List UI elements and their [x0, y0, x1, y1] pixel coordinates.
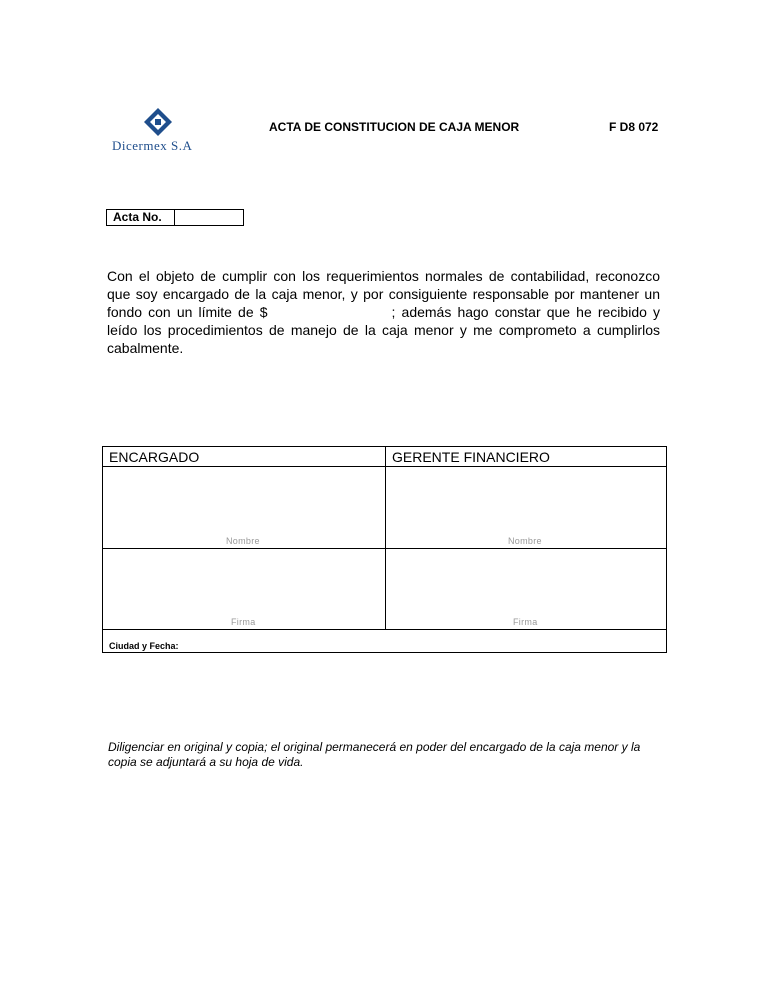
- declaration-paragraph: [107, 267, 660, 357]
- footnote-instructions: Diligenciar en original y copia; el original permanecerá en poder del encargado de la caja menor y la copia se adjuntará a su hoja de vida.: [108, 740, 641, 769]
- gerente-signature-field[interactable]: [386, 549, 666, 629]
- signature-table: [102, 446, 667, 653]
- encargado-name-field[interactable]: [103, 467, 385, 548]
- document-title: ACTA DE CONSTITUCION DE CAJA MENOR: [269, 120, 520, 134]
- declaration-text-part1: Con el objeto de cumplir con los requerimientos normales de contabilidad, reconozco que soy encargado de la caja menor, y por consiguiente responsable por mantener un fondo con un límite de $: [107, 268, 660, 320]
- encargado-signature-field[interactable]: [103, 549, 385, 629]
- encargado-signature-label: Firma: [231, 617, 256, 627]
- header-encargado: ENCARGADO: [103, 447, 385, 467]
- acta-number-box: [106, 209, 244, 226]
- document-code: F D8 072: [609, 120, 659, 134]
- header-gerente-financiero: GERENTE FINANCIERO: [385, 447, 666, 467]
- gerente-signature-label: Firma: [513, 617, 538, 627]
- acta-number-field[interactable]: [175, 210, 243, 225]
- city-date-label: Ciudad y Fecha:: [109, 641, 179, 651]
- encargado-name-label: Nombre: [226, 536, 260, 546]
- gerente-name-label: Nombre: [508, 536, 542, 546]
- declaration-text-part2: ; además hago constar que he recibido y leído los procedimientos de manejo de la caja menor y me comprometo a cumplirlos cabalmente.: [107, 304, 660, 356]
- logo-text: Dicermex S.A: [112, 138, 193, 153]
- gerente-name-field[interactable]: [386, 467, 666, 548]
- acta-number-label: Acta No.: [107, 210, 175, 225]
- city-date-field[interactable]: [193, 630, 663, 652]
